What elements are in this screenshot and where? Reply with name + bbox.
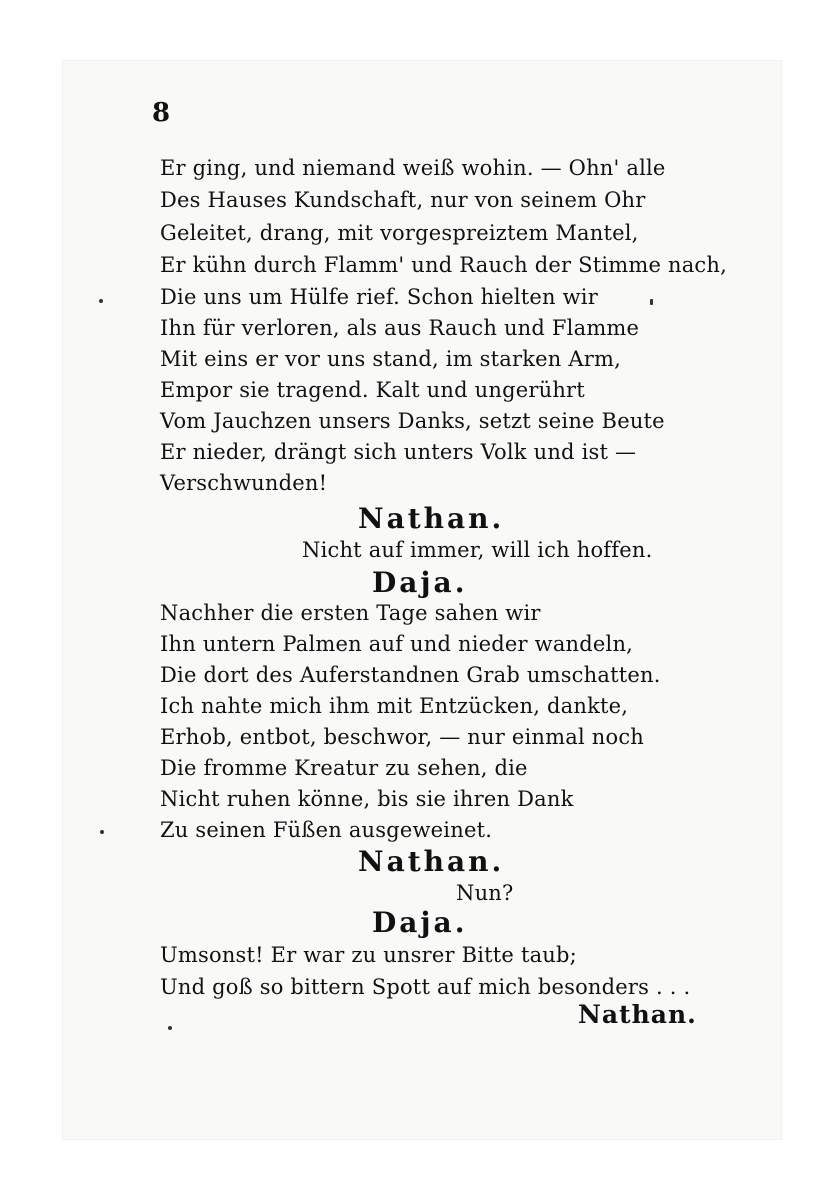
verse-line: Verschwunden!	[160, 471, 328, 495]
verse-line: Die fromme Kreatur zu sehen, die	[160, 756, 528, 780]
verse-line: Zu seinen Füßen ausgeweinet.	[160, 818, 493, 842]
verse-line: Empor sie tragend. Kalt und ungerührt	[160, 378, 585, 402]
verse-line: Mit eins er vor uns stand, im starken Arm,	[160, 347, 621, 371]
verse-line: Erhob, entbot, beschwor, — nur einmal noch	[160, 725, 645, 749]
paper-speck	[100, 830, 104, 834]
speaker-heading: Daja.	[372, 566, 468, 599]
paper-speck	[99, 299, 103, 303]
verse-line: Umsonst! Er war zu unsrer Bitte taub;	[160, 943, 577, 967]
verse-line: Er ging, und niemand weiß wohin. — Ohn' alle	[160, 156, 666, 180]
verse-line: Die dort des Auferstandnen Grab umschatten.	[160, 663, 661, 687]
verse-line: Nicht ruhen könne, bis sie ihren Dank	[160, 787, 574, 811]
verse-line: Er kühn durch Flamm' und Rauch der Stimme nach,	[160, 253, 727, 277]
verse-line: Des Hauses Kundschaft, nur von seinem Ohr	[160, 188, 646, 212]
speaker-heading: Daja.	[372, 906, 468, 939]
verse-line: Nun?	[456, 881, 514, 905]
verse-line: Und goß so bittern Spott auf mich besonders . . .	[160, 975, 691, 999]
verse-line: Geleitet, drang, mit vorgespreiztem Mantel,	[160, 221, 639, 245]
speaker-heading: Nathan.	[358, 845, 505, 878]
speaker-heading: Nathan.	[358, 502, 505, 535]
verse-line: Er nieder, drängt sich unters Volk und ist —	[160, 440, 637, 464]
verse-line: Ihn untern Palmen auf und nieder wandeln,	[160, 632, 634, 656]
catchword: Nathan.	[578, 1000, 697, 1029]
verse-line: Nachher die ersten Tage sahen wir	[160, 601, 541, 625]
paper-speck	[168, 1026, 172, 1030]
page-number: 8	[152, 98, 171, 128]
paper-speck	[650, 299, 653, 305]
verse-line: Ich nahte mich ihm mit Entzücken, dankte,	[160, 694, 629, 718]
verse-line: Vom Jauchzen unsers Danks, setzt seine Beute	[160, 409, 665, 433]
verse-line: Die uns um Hülfe rief. Schon hielten wir	[160, 285, 598, 309]
verse-line: Ihn für verloren, als aus Rauch und Flamme	[160, 316, 640, 340]
verse-line: Nicht auf immer, will ich hoffen.	[302, 538, 653, 562]
